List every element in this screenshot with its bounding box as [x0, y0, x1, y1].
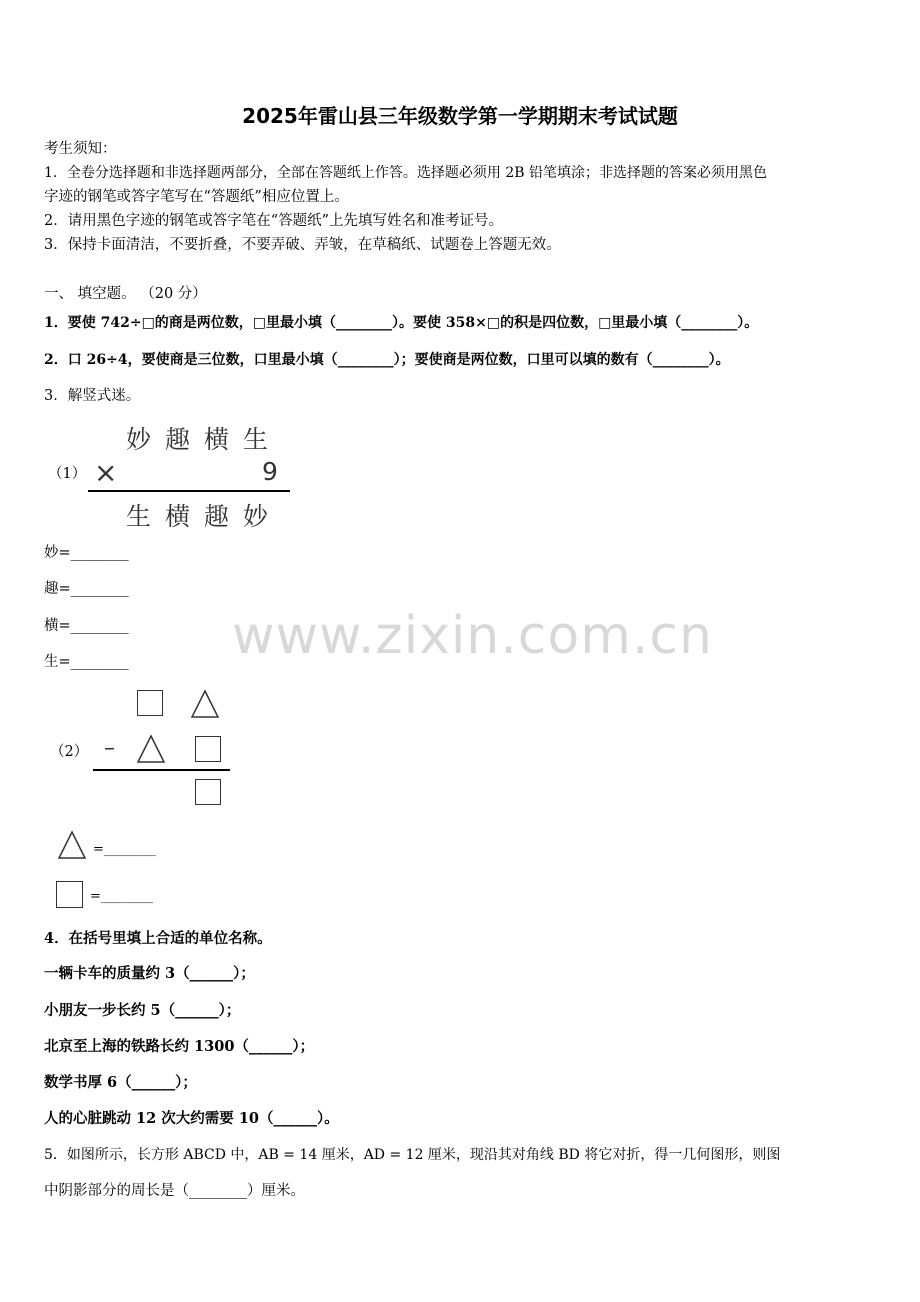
puzzle1-label: （1） — [48, 466, 87, 482]
notice-heading: 考生须知： — [44, 141, 117, 157]
question-4-item-3: 北京至上海的铁路长约 1300（______）； — [44, 1038, 315, 1055]
puzzle1-bottom-row: 生 横 趣 妙 — [126, 502, 271, 531]
square-icon — [137, 690, 163, 716]
notice-line-1a: 1．全卷分选择题和非选择题两部分，全部在答题纸上作答。选择题必须用 2B 铅笔填涂；非选择题的答案必须用黑色 — [44, 165, 767, 181]
triangle-icon — [136, 734, 166, 764]
question-1: 1．要使 742÷□的商是两位数，□里最小填（________）。要使 358×□的积是四位数，□里最小填（________）。 — [44, 315, 759, 331]
question-4-item-2: 小朋友一步长约 5（______）； — [44, 1002, 241, 1019]
answer-qu: 趣=________ — [44, 581, 129, 597]
question-4-item-1: 一辆卡车的质量约 3（______）； — [44, 965, 255, 982]
watermark: www.zixin.com.cn — [232, 606, 713, 666]
puzzle1-top-row: 妙 趣 横 生 — [126, 425, 271, 454]
answer-sheng: 生=________ — [44, 654, 129, 670]
triangle-icon — [190, 689, 220, 719]
puzzle1-multiplier: 9 — [262, 457, 278, 486]
notice-line-1b: 字迹的钢笔或答字笔写在“答题纸”相应位置上。 — [44, 189, 349, 205]
answer-square: =________ — [90, 889, 153, 904]
square-icon — [195, 736, 221, 762]
triangle-icon — [57, 830, 87, 860]
answer-miao: 妙=________ — [44, 545, 129, 561]
question-5-line-2: 中阴影部分的周长是（________）厘米。 — [44, 1183, 305, 1199]
puzzle2-label: （2） — [50, 744, 89, 760]
puzzle1-rule — [88, 490, 290, 492]
square-icon — [195, 779, 221, 805]
puzzle2-rule — [93, 769, 230, 771]
section-heading: 一、 填空题。 （20 分） — [44, 286, 207, 302]
notice-line-3: 3．保持卡面清洁，不要折叠，不要弄破、弄皱，在草稿纸、试题卷上答题无效。 — [44, 237, 561, 253]
question-4-label: 4．在括号里填上合适的单位名称。 — [44, 930, 272, 947]
times-sign: × — [94, 456, 118, 489]
notice-line-2: 2．请用黑色字迹的钢笔或答字笔在“答题纸”上先填写姓名和准考证号。 — [44, 213, 504, 229]
square-icon — [56, 881, 83, 908]
answer-heng: 横=________ — [44, 618, 129, 634]
question-3-label: 3．解竖式迷。 — [44, 388, 141, 404]
question-4-item-4: 数学书厚 6（______）； — [44, 1074, 197, 1091]
question-5-line-1: 5．如图所示，长方形 ABCD 中，AB = 14 厘米，AD = 12 厘米，现沿其对角线 BD 将它对折，得一几何图形，则图 — [44, 1147, 781, 1163]
question-4-item-5: 人的心脏跳动 12 次大约需要 10（______）。 — [44, 1110, 339, 1127]
question-2: 2．口 26÷4，要使商是三位数，口里最小填（________）；要使商是两位数，口里可以填的数有（________）。 — [44, 352, 730, 368]
page-title: 2025年雷山县三年级数学第一学期期末考试试题 — [242, 104, 678, 128]
answer-triangle: =________ — [93, 842, 156, 857]
minus-sign: – — [104, 736, 115, 761]
